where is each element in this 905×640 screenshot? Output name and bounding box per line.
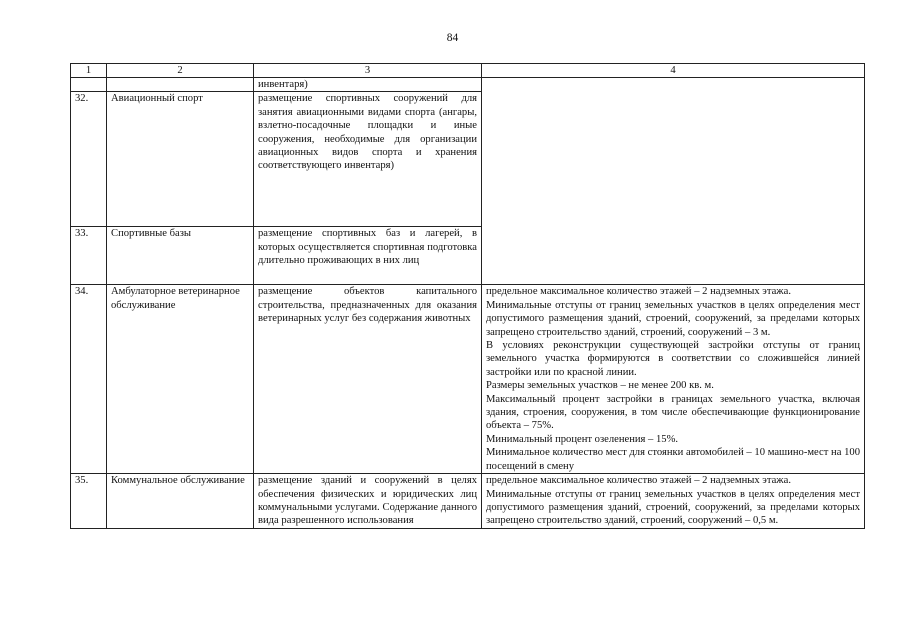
row-params-empty <box>482 78 865 285</box>
header-col-4: 4 <box>482 64 865 78</box>
row-description: размещение объектов капитального строительства, предназначенных для оказания ветеринарных услуг без содержания животных <box>254 285 482 474</box>
param-line: предельное максимальное количество этажей – 2 надземных этажа. <box>486 286 791 298</box>
table-row <box>71 78 865 92</box>
header-col-2: 2 <box>107 64 254 78</box>
header-col-1: 1 <box>71 64 107 78</box>
param-line: Минимальные отступы от границ земельных участков в целях определения мест допустимого размещения зданий, строений, сооружений, за пределами которых запрещено строительство зданий, строений, сооружений – 0,5 м. <box>486 488 860 527</box>
param-line: Размеры земельных участков – не менее 200 кв. м. <box>486 380 714 392</box>
param-line: В условиях реконструкции существующей застройки отступы от границ земельного участка формируются в соответствии со сложившейся линией застройки или по красной линии. <box>486 340 860 378</box>
row-name: Коммунальное обслуживание <box>107 474 254 529</box>
row-number: 34. <box>71 285 107 474</box>
header-col-3: 3 <box>254 64 482 78</box>
row-params <box>482 474 865 529</box>
row-name: Спортивные базы <box>107 227 254 285</box>
header-row <box>71 64 865 78</box>
row-number: 32. <box>71 92 107 227</box>
row-number: 35. <box>71 474 107 529</box>
table-row <box>71 474 865 529</box>
param-line: Минимальный процент озеленения – 15%. <box>486 433 679 445</box>
row-name: Амбулаторное ветеринарное обслуживание <box>107 285 254 474</box>
zoning-table <box>70 63 865 529</box>
param-line: Минимальные отступы от границ земельных участков в целях определения мест допустимого размещения зданий, строений, сооружений, за пределами которых запрещено строительство зданий, строений, сооружений – 3 м. <box>486 299 860 338</box>
param-line: Максимальный процент застройки в границах земельного участка, включая здания, строения, сооружения, в том числе обеспечивающие функционирование объекта – 75%. <box>486 393 860 432</box>
row-number: 33. <box>71 227 107 285</box>
row-description: размещение зданий и сооружений в целях обеспечения физических и юридических лиц коммунальными услугами. Содержание данного вида разрешенного использования <box>254 474 482 529</box>
row-name <box>107 78 254 92</box>
row-params <box>482 285 865 474</box>
param-line: Минимальное количество мест для стоянки автомобилей – 10 машино-мест на 100 посещений в смену <box>486 447 860 472</box>
table-row <box>71 285 865 474</box>
row-description: размещение спортивных сооружений для занятия авиационными видами спорта (ангары, взлетно-посадочные площадки и иные сооружения, необходимые для организации авиационных видов спорта и хранения соответствующего инвентаря) <box>254 92 482 227</box>
row-name: Авиационный спорт <box>107 92 254 227</box>
row-description: инвентаря) <box>254 78 482 92</box>
page-number: 84 <box>446 32 459 44</box>
row-description: размещение спортивных баз и лагерей, в которых осуществляется спортивная подготовка длительно проживающих в них лиц <box>254 227 482 285</box>
param-line: предельное максимальное количество этажей – 2 надземных этажа. <box>486 475 791 487</box>
row-number <box>71 78 107 92</box>
